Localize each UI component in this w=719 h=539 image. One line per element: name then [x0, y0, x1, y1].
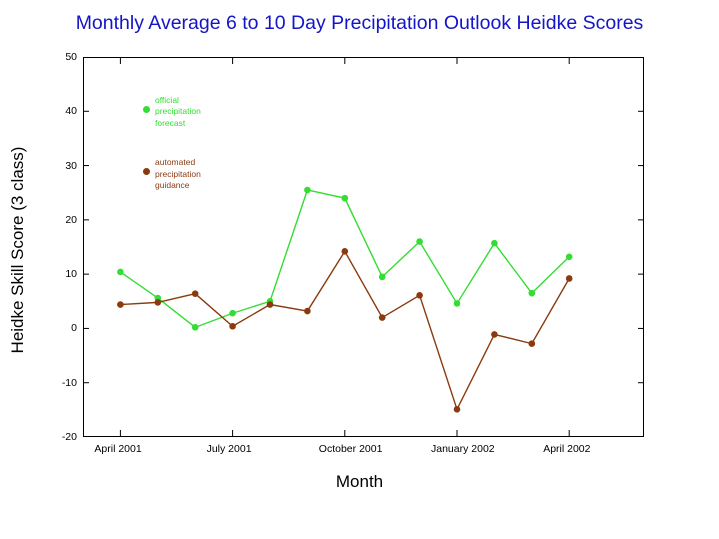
y-axis-tick: -10 [61, 376, 77, 389]
y-axis-tick: -20 [61, 431, 77, 443]
y-axis-tick: 30 [65, 159, 77, 172]
x-axis-tick: October 2001 [318, 443, 383, 455]
legend-automated-text [155, 157, 201, 192]
legend-official-marker-icon [143, 106, 150, 113]
y-axis-tick: 20 [65, 213, 77, 226]
legend-official-text [155, 95, 201, 130]
x-axis-label: Month [335, 472, 384, 491]
x-axis-tick: July 2001 [206, 443, 252, 455]
legend-official-line1: official [155, 94, 179, 105]
y-axis-tick: 0 [71, 322, 77, 335]
x-axis-tick: April 2001 [94, 443, 142, 455]
plot-area [83, 57, 644, 437]
legend-official-line2: precipitation [155, 106, 201, 117]
legend-automated-line1: automated [155, 157, 196, 168]
x-axis-tick: January 2002 [431, 443, 495, 455]
page-title: Monthly Average 6 to 10 Day Precipitation Outlook Heidke Scores [75, 12, 644, 34]
y-axis-tick: 10 [65, 268, 77, 281]
y-axis-label: Heidke Skill Score (3 class) [8, 146, 27, 354]
legend-official-line3: forecast [155, 117, 186, 128]
legend-automated-line2: precipitation [155, 168, 201, 179]
y-axis-tick: 40 [65, 105, 77, 118]
legend-automated-line3: guidance [155, 180, 190, 191]
y-axis-tick: 50 [65, 51, 77, 63]
x-axis-tick: April 2002 [543, 443, 591, 455]
